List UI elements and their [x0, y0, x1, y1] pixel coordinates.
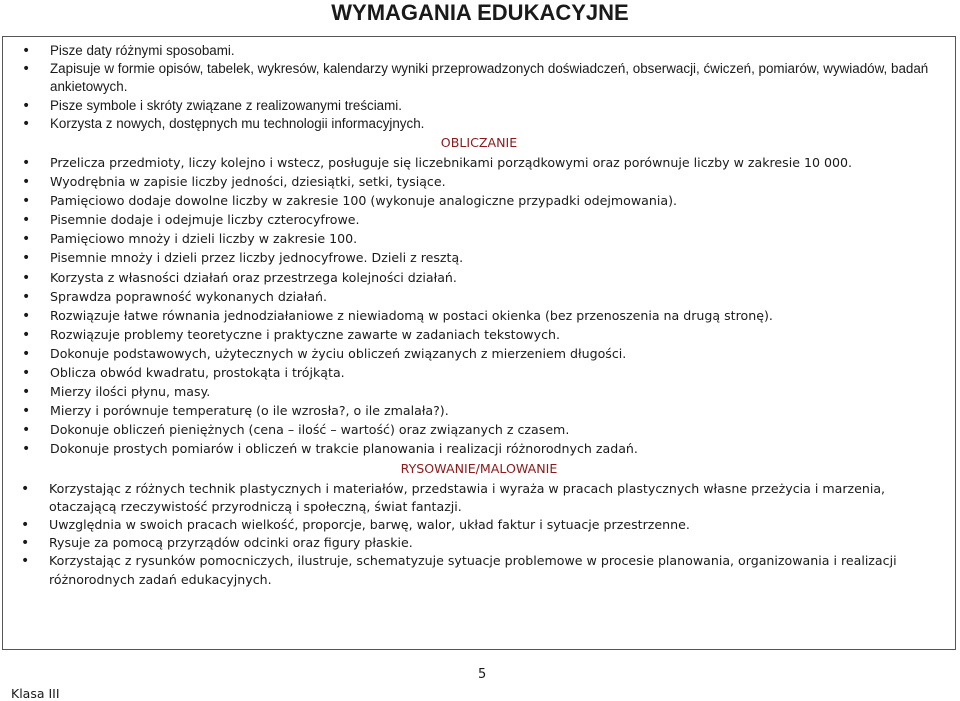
list-item: • Przelicza przedmioty, liczy kolejno i wstecz, posługuje się liczebnikami porządkowymi oraz porównuje liczby w zakresie 10 000.	[3, 154, 955, 172]
list-item: • Dokonuje prostych pomiarów i obliczeń w trakcie planowania i realizacji różnorodnych zadań.	[3, 440, 955, 458]
list-item: • Sprawdza poprawność wykonanych działań.	[3, 288, 955, 306]
section-rysowanie-list	[3, 480, 955, 589]
list-item: • Dokonuje podstawowych, użytecznych w życiu obliczeń związanych z mierzeniem długości.	[3, 345, 955, 363]
list-item: • Rysuje za pomocą przyrządów odcinki oraz figury płaskie.	[3, 534, 955, 552]
section-heading-rysowanie: RYSOWANIE/MALOWANIE	[400, 460, 558, 476]
class-label: Klasa III	[11, 686, 60, 701]
list-item: • Rozwiązuje łatwe równania jednodziałaniowe z niewiadomą w postaci okienka (bez przenoszenia na drugą stronę).	[3, 307, 955, 325]
list-item: • Pisze daty różnymi sposobami.	[3, 42, 955, 60]
list-item: • Mierzy i porównuje temperaturę (o ile wzrosła?, o ile zmalała?).	[3, 402, 955, 420]
list-item: • Korzysta z nowych, dostępnych mu technologii informacyjnych.	[3, 115, 955, 133]
page-number: 5	[478, 667, 487, 682]
requirements-box	[2, 36, 956, 650]
list-item: • Pamięciowo dodaje dowolne liczby w zakresie 100 (wykonuje analogiczne przypadki odejmowania).	[3, 192, 955, 210]
list-item: • Mierzy ilości płynu, masy.	[3, 383, 955, 401]
list-item: • Zapisuje w formie opisów, tabelek, wykresów, kalendarzy wyniki przeprowadzonych doświadczeń, obserwacji, ćwiczeń, pomiarów, wywiadów, badań ankietowych.	[3, 60, 955, 96]
page-title: WYMAGANIA EDUKACYJNE	[331, 0, 629, 25]
list-item: • Korzystając z różnych technik plastycznych i materiałów, przedstawia i wyraża w pracach plastycznych własne przeżycia i marzenia, otaczającą rzeczywistość przyrodniczą i społeczną, świat fantazji.	[3, 480, 955, 516]
section-general-list	[3, 42, 955, 133]
list-item: • Pamięciowo mnoży i dzieli liczby w zakresie 100.	[3, 230, 955, 248]
list-item: • Dokonuje obliczeń pieniężnych (cena – ilość – wartość) oraz związanych z czasem.	[3, 421, 955, 439]
list-item: • Korzystając z rysunków pomocniczych, ilustruje, schematyzuje sytuacje problemowe w procesie planowania, organizowania i realizacji różnorodnych zadań edukacyjnych.	[3, 552, 955, 588]
section-obliczanie-list	[3, 154, 955, 459]
section-heading-obliczanie: OBLICZANIE	[440, 135, 518, 151]
list-item: • Pisemnie mnoży i dzieli przez liczby jednocyfrowe. Dzieli z resztą.	[3, 249, 955, 267]
list-item: • Pisemnie dodaje i odejmuje liczby czterocyfrowe.	[3, 211, 955, 229]
list-item: • Uwzględnia w swoich pracach wielkość, proporcje, barwę, walor, układ faktur i sytuacje przestrzenne.	[3, 516, 955, 534]
list-item: • Pisze symbole i skróty związane z realizowanymi treściami.	[3, 97, 955, 115]
list-item: • Oblicza obwód kwadratu, prostokąta i trójkąta.	[3, 364, 955, 382]
list-item: • Korzysta z własności działań oraz przestrzega kolejności działań.	[3, 269, 955, 287]
list-item: • Rozwiązuje problemy teoretyczne i praktyczne zawarte w zadaniach tekstowych.	[3, 326, 955, 344]
list-item: • Wyodrębnia w zapisie liczby jedności, dziesiątki, setki, tysiące.	[3, 173, 955, 191]
